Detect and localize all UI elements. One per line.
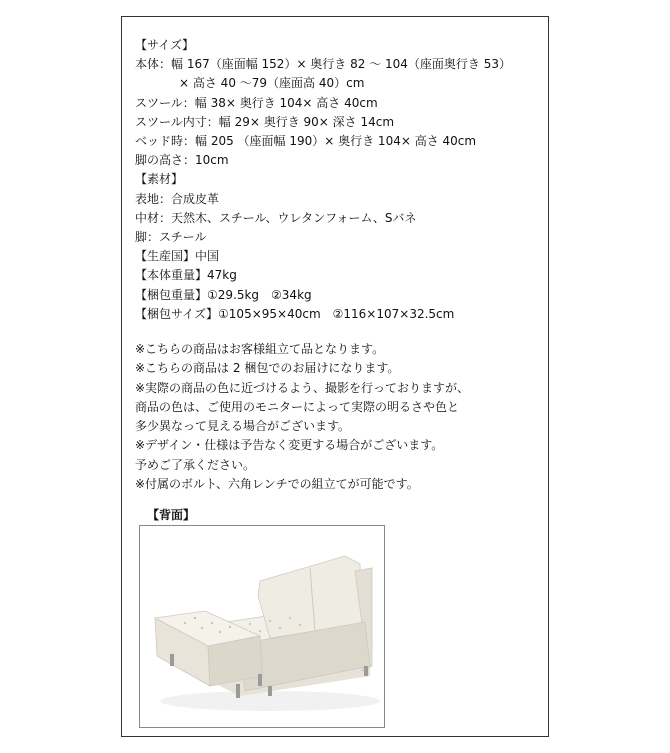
leg-material: 脚：スチール <box>135 230 207 245</box>
material-heading: 【素材】 <box>135 172 184 187</box>
back-view-label: 【背面】 <box>147 508 196 522</box>
note-line: 商品の色は、ご使用のモニターによって実際の明るさや色と <box>135 399 460 414</box>
leg-height: 脚の高さ：10cm <box>135 153 229 168</box>
note-line: ※デザイン・仕様は予告なく変更する場合がございます。 <box>135 438 444 453</box>
note-line: 多少異なって見える場合がございます。 <box>135 419 351 434</box>
stool-leg <box>236 684 240 698</box>
sofa-leg <box>268 686 272 696</box>
note-line: ※付属のボルト、六角レンチでの組立てが可能です。 <box>135 477 419 492</box>
stool-leg <box>170 654 174 666</box>
sofa-leg <box>364 666 368 676</box>
size-heading: 【サイズ】 <box>135 38 195 52</box>
spec-section <box>135 36 540 324</box>
bed-size: ベッド時：幅 205 （座面幅 190）× 奥行き 104× 高さ 40cm <box>135 134 477 149</box>
stool-inner-size: スツール内寸：幅 29× 奥行き 90× 深さ 14cm <box>135 114 395 129</box>
stool-size: スツール：幅 38× 奥行き 104× 高さ 40cm <box>135 95 378 110</box>
main-body-size: 本体：幅 167（座面幅 152）× 奥行き 82 ～ 104（座面奥行き 53） <box>135 57 512 72</box>
notes-section <box>135 340 540 494</box>
origin: 【生産国】中国 <box>135 249 220 264</box>
main-body-size-cont: × 高さ 40 ～79（座面高 40）cm <box>179 76 365 91</box>
surface-material: 表地：合成皮革 <box>135 191 220 206</box>
body-weight: 【本体重量】47kg <box>135 268 237 283</box>
stool-leg <box>258 674 262 686</box>
filling-material: 中材：天然木、スチール、ウレタンフォーム、Sバネ <box>135 210 417 225</box>
note-line: ※こちらの商品はお客様組立て品となります。 <box>135 342 385 356</box>
package-weight: 【梱包重量】①29.5kg ②34kg <box>135 287 312 302</box>
note-line: 予めご了承ください。 <box>135 457 256 472</box>
package-size: 【梱包サイズ】①105×95×40cm ②116×107×32.5cm <box>135 306 455 321</box>
note-line: ※実際の商品の色に近づけるよう、撮影を行っておりますが、 <box>135 380 470 395</box>
note-line: ※こちらの商品は 2 梱包でのお届けになります。 <box>135 361 400 376</box>
sofa-back-photo <box>139 525 385 728</box>
sofa-illustration <box>140 526 384 727</box>
